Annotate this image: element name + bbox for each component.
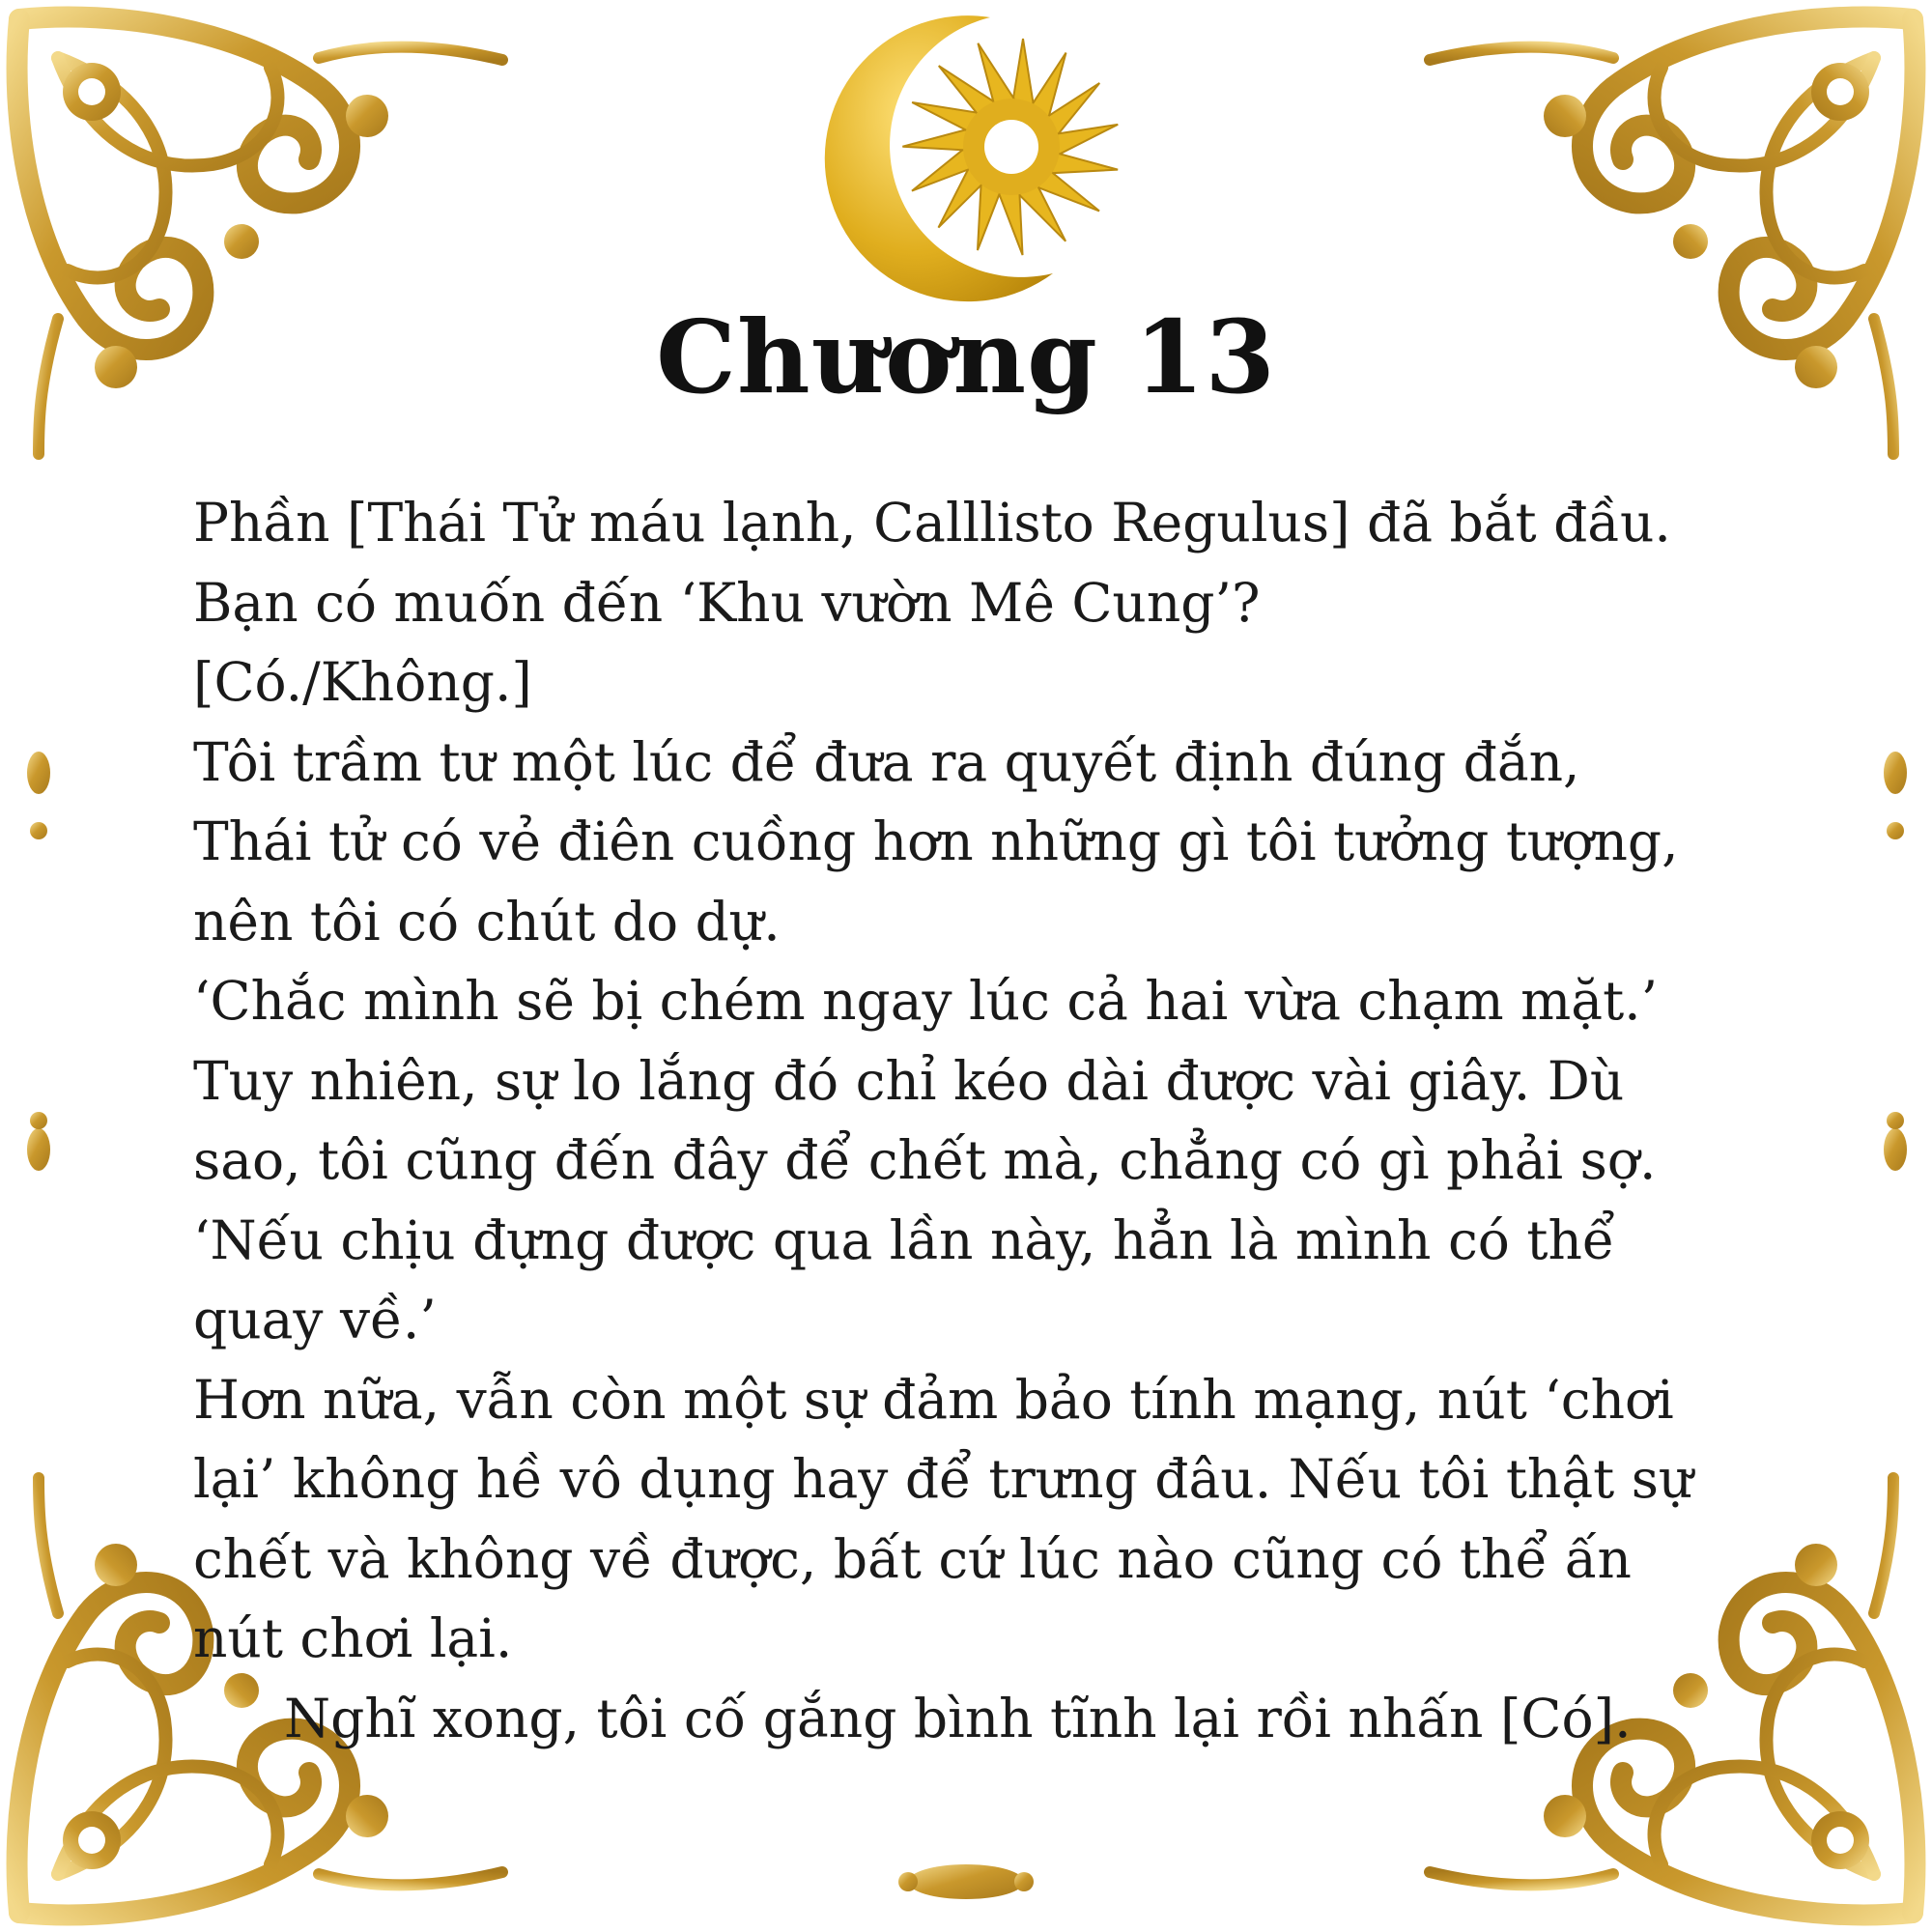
text-line-indented: Nghĩ xong, tôi cố gắng bình tĩnh lại rồi nhấn [Có]. <box>284 1687 1632 1749</box>
text-line: Hơn nữa, vẫn còn một sự đảm bảo tính mạng, nút ‘chơi <box>193 1368 1674 1431</box>
crescent-moon-sun-emblem-icon <box>825 15 1122 301</box>
text-line: Phần [Thái Tử máu lạnh, Calllisto Regulus] đã bắt đầu. <box>193 492 1671 554</box>
text-line: sao, tôi cũng đến đây để chết mà, chẳng có gì phải sợ. <box>193 1129 1657 1191</box>
text-line: quay về.’ <box>193 1289 437 1350</box>
text-line: ‘Nếu chịu đựng được qua lần này, hẳn là mình có thể <box>193 1208 1615 1271</box>
text-line: nút chơi lại. <box>193 1607 513 1669</box>
chapter-title: Chương 13 <box>656 298 1276 416</box>
text-line: [Có./Không.] <box>193 651 532 713</box>
text-line: Bạn có muốn đến ‘Khu vườn Mê Cung’? <box>193 571 1261 634</box>
text-line: ‘Chắc mình sẽ bị chém ngay lúc cả hai vừa chạm mặt.’ <box>193 970 1659 1032</box>
text-line: chết và không về được, bất cứ lúc nào cũng có thể ấn <box>193 1527 1632 1590</box>
bottom-center-ornament <box>898 1864 1034 1899</box>
text-line: Tôi trầm tư một lúc để đưa ra quyết định đúng đắn, <box>193 730 1580 793</box>
chapter-body <box>193 483 1777 1758</box>
text-line: Tuy nhiên, sự lo lắng đó chỉ kéo dài được vài giây. Dù <box>193 1049 1625 1112</box>
text-line: nên tôi có chút do dự. <box>193 890 781 952</box>
text-line: Thái tử có vẻ điên cuồng hơn những gì tôi tưởng tượng, <box>193 810 1679 872</box>
text-line: lại’ không hề vô dụng hay để trưng đâu. Nếu tôi thật sự <box>193 1448 1693 1510</box>
